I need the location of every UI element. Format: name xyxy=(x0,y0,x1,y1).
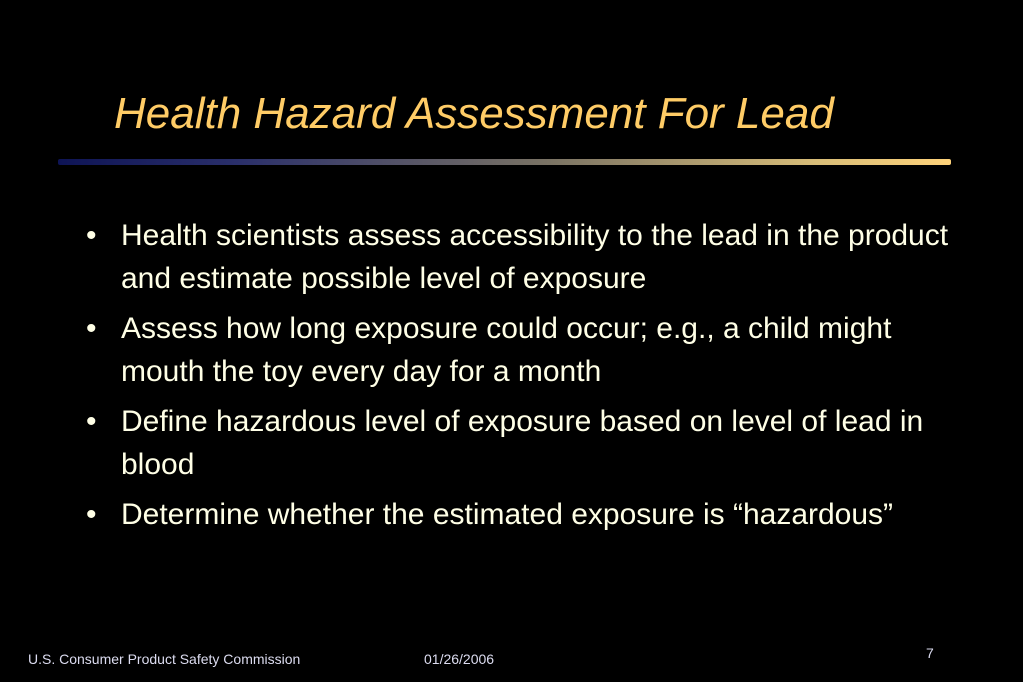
title-underline-rule xyxy=(58,159,951,165)
bullet-dot-icon: • xyxy=(86,312,97,345)
bullet-dot-icon: • xyxy=(86,498,97,531)
slide-title: Health Hazard Assessment For Lead xyxy=(114,89,834,138)
bullet-item xyxy=(78,400,958,486)
bullet-dot-icon: • xyxy=(86,405,97,438)
bullet-text: Assess how long exposure could occur; e.g., a child might mouth the toy every day for a month xyxy=(121,312,892,388)
bullet-item xyxy=(78,307,958,393)
bullet-text: Determine whether the estimated exposure is “hazardous” xyxy=(121,498,894,531)
bullet-list xyxy=(78,214,958,543)
bullet-item xyxy=(78,493,958,536)
footer-date: 01/26/2006 xyxy=(424,651,495,667)
bullet-item xyxy=(78,214,958,300)
bullet-dot-icon: • xyxy=(86,219,97,252)
page-number: 7 xyxy=(926,645,934,661)
bullet-text: Define hazardous level of exposure based on level of lead in blood xyxy=(121,405,924,481)
bullet-text: Health scientists assess accessibility to the lead in the product and estimate possible level of exposure xyxy=(121,219,949,295)
footer-organization: U.S. Consumer Product Safety Commission xyxy=(28,651,301,667)
